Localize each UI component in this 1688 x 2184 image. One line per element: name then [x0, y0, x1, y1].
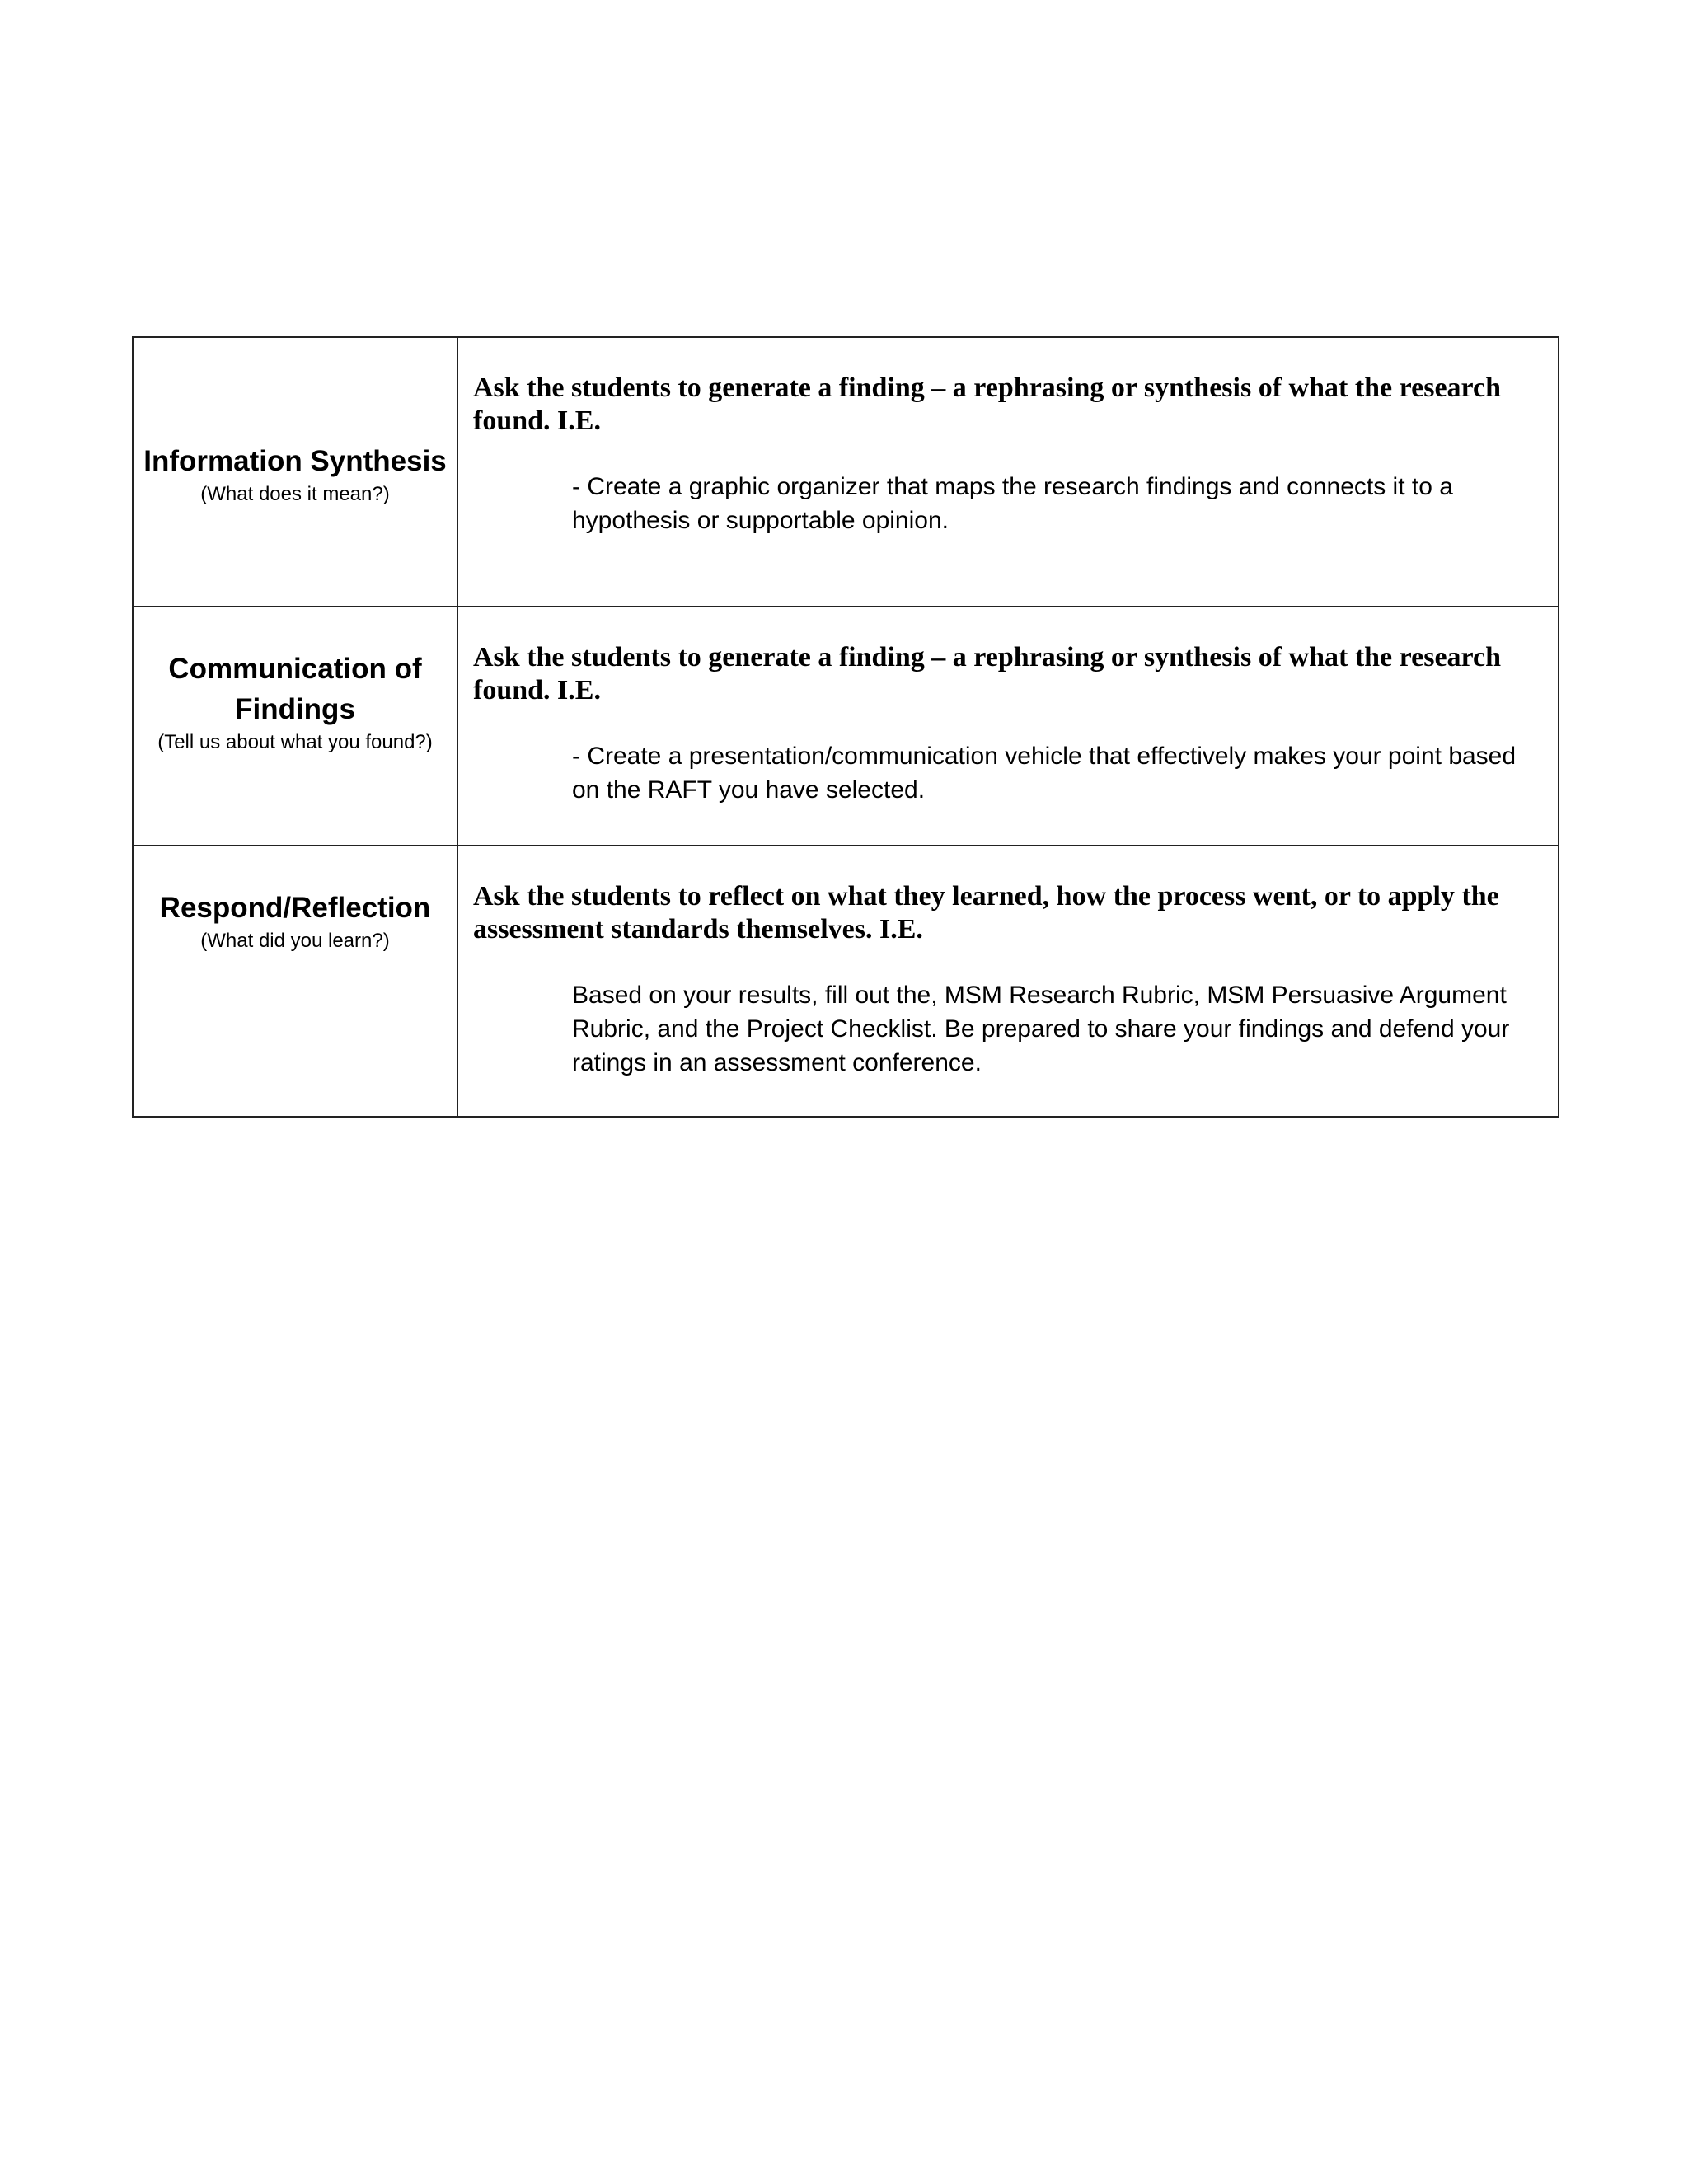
- stage-prompt: Ask the students to generate a finding – a rephrasing or synthesis of what the research found. I.E.: [473, 642, 1502, 705]
- stage-task: - Create a presentation/communication vehicle that effectively makes your point based on the RAFT you have selected.: [572, 743, 1517, 804]
- stage-heading: Information Synthesis: [143, 445, 447, 477]
- stage-question: (Tell us about what you found?): [157, 731, 433, 753]
- stage-label-cell: [133, 607, 457, 846]
- inquiry-stages-table: [132, 336, 1559, 1118]
- stage-prompt: Ask the students to reflect on what they learned, how the process went, or to apply the assessment standards themselves. I.E.: [473, 881, 1499, 944]
- stage-description-cell: [457, 607, 1559, 846]
- stage-label-cell: [133, 846, 457, 1117]
- stage-task: - Create a graphic organizer that maps the research findings and connects it to a hypothesis or supportable opinion.: [572, 473, 1453, 534]
- table-row: [133, 607, 1559, 846]
- stage-task: Based on your results, fill out the, MSM Research Rubric, MSM Persuasive Argument Rubric, and the Project Checklist. Be prepared to share your findings and defend your ratings in an assessment conference.: [572, 982, 1510, 1076]
- table-row: [133, 337, 1559, 607]
- stage-heading: Respond/Reflection: [159, 892, 431, 924]
- stage-question: (What does it mean?): [200, 483, 390, 505]
- stage-question: (What did you learn?): [200, 930, 390, 952]
- table-row: [133, 846, 1559, 1117]
- stage-description-cell: [457, 846, 1559, 1117]
- stage-description-cell: [457, 337, 1559, 607]
- stage-label-cell: [133, 337, 457, 607]
- stage-prompt: Ask the students to generate a finding – a rephrasing or synthesis of what the research found. I.E.: [473, 373, 1502, 436]
- stage-heading: Communication of Findings: [168, 653, 422, 725]
